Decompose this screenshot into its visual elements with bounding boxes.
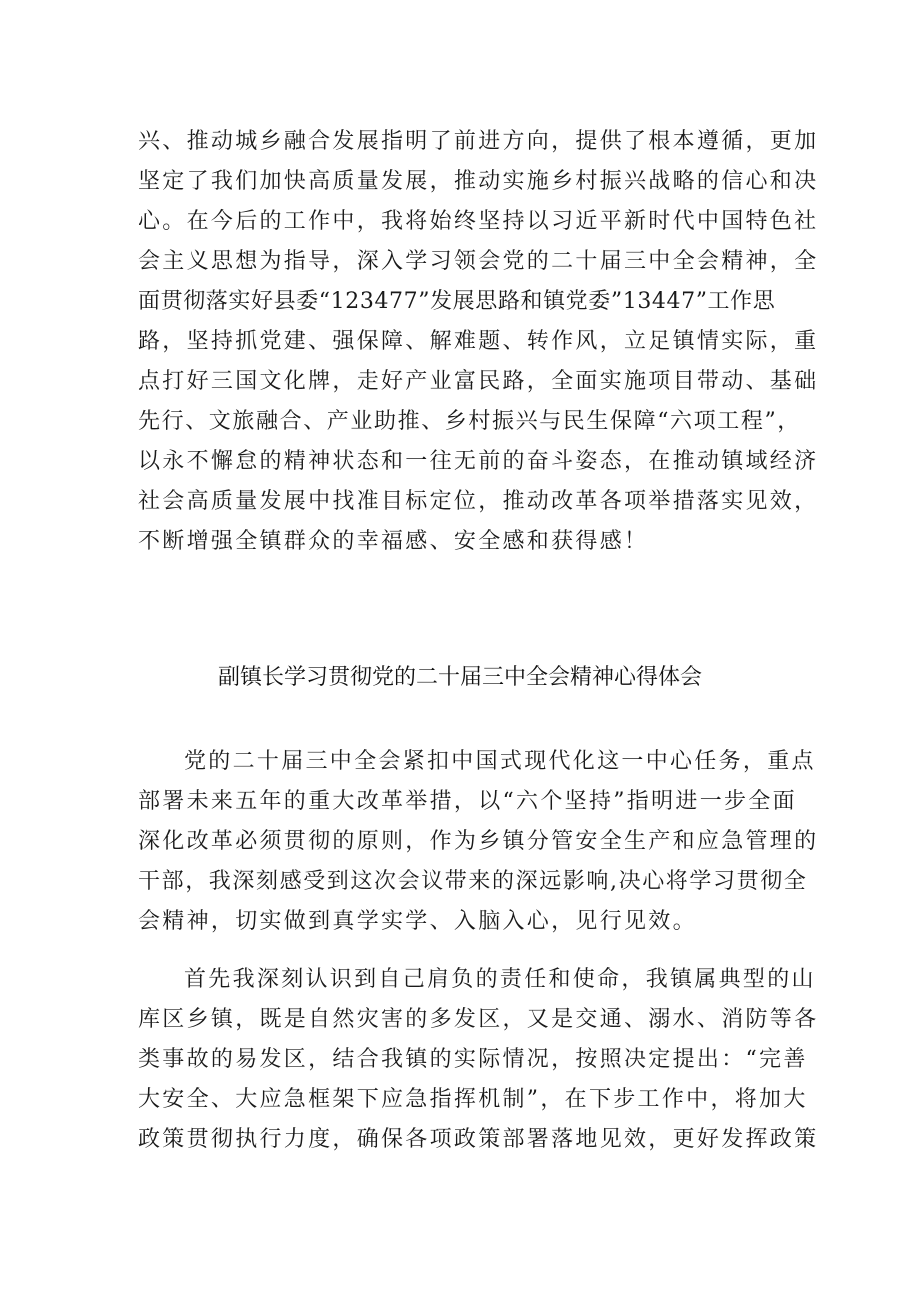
- paragraph-line: 不断增强全镇群众的幸福感、安全感和获得感！: [138, 529, 649, 554]
- paragraph-line: 坚定了我们加快高质量发展，推动实施乡村振兴战略的信心和决: [138, 169, 819, 194]
- paragraph-line: 干部，我深刻感受到这次会议带来的深远影响,决心将学习贯彻全: [138, 869, 808, 894]
- paragraph-line: 面贯彻落实好县委“123477”发展思路和镇党委”13447”工作思: [138, 289, 776, 314]
- article-title: 副镇长学习贯彻党的二十届三中全会精神心得体会: [217, 665, 702, 690]
- paragraph-line: 库区乡镇，既是自然灾害的多发区，又是交通、溺水、消防等各: [138, 1007, 819, 1032]
- paragraph-line: 点打好三国文化牌，走好产业富民路，全面实施项目带动、基础: [138, 369, 819, 394]
- paragraph-line: 兴、推动城乡融合发展指明了前进方向，提供了根本遵循，更加: [138, 129, 819, 154]
- paragraph-line: 党的二十届三中全会紧扣中国式现代化这一中心任务，重点: [184, 749, 816, 774]
- paragraph-line: 会精神，切实做到真学实学、入脑入心，见行见效。: [138, 909, 697, 934]
- paragraph-line: 先行、文旅融合、产业助推、乡村振兴与民生保障“六项工程”，: [138, 409, 801, 434]
- paragraph-line: 路，坚持抓党建、强保障、解难题、转作风，立足镇情实际，重: [138, 329, 819, 354]
- paragraph-line: 类事故的易发区，结合我镇的实际情况，按照决定提出：“完善: [138, 1047, 808, 1072]
- paragraph-line: 以永不懈怠的精神状态和一往无前的奋斗姿态，在推动镇域经济: [138, 449, 819, 474]
- paragraph-line: 政策贯彻执行力度，确保各项政策部署落地见效，更好发挥政策: [138, 1127, 819, 1152]
- paragraph-line: 深化改革必须贯彻的原则，作为乡镇分管安全生产和应急管理的: [138, 829, 819, 854]
- paragraph-line: 会主义思想为指导，深入学习领会党的二十届三中全会精神，全: [138, 249, 819, 274]
- paragraph-line: 大安全、大应急框架下应急指挥机制”，在下步工作中，将加大: [138, 1087, 808, 1112]
- paragraph-line: 首先我深刻认识到自己肩负的责任和使命，我镇属典型的山: [184, 967, 816, 992]
- paragraph-line: 社会高质量发展中找准目标定位，推动改革各项举措落实见效，: [138, 489, 819, 514]
- paragraph-line: 心。在今后的工作中，我将始终坚持以习近平新时代中国特色社: [138, 209, 819, 234]
- paragraph-line: 部署未来五年的重大改革举措，以“六个坚持”指明进一步全面: [138, 789, 797, 814]
